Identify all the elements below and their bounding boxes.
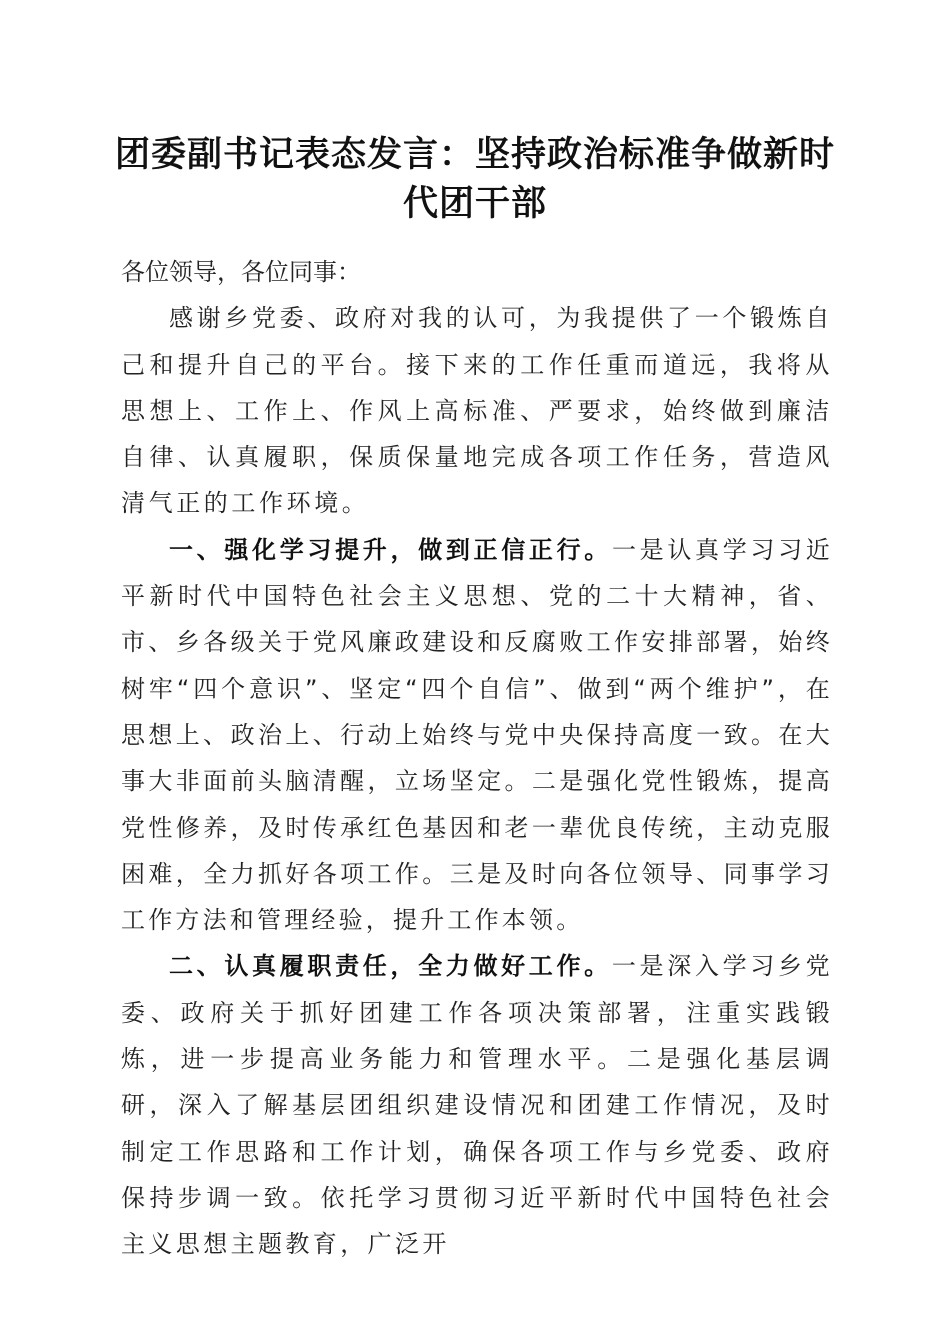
- document-body: [121, 249, 833, 1268]
- greeting: 各位领导，各位同事：: [121, 258, 361, 286]
- paragraph-text: 一是深入学习乡党委、政府关于抓好团建工作各项决策部署，注重实践锻炼，进一步提高业务能力和管理水平。二是强化基层调研，深入了解基层团组织建设情况和团建工作情况，及时制定工作思路和工作计划，确保各项工作与乡党委、政府保持步调一致。依托学习贯彻习近平新时代中国特色社会主义思想主题教育，广泛开: [121, 952, 834, 1259]
- section-heading: 二、认真履职责任，全力做好工作。: [169, 952, 612, 981]
- section-heading: 一、强化学习提升，做到正信正行。: [169, 535, 612, 564]
- paragraph-text: 一是认真学习习近平新时代中国特色社会主义思想、党的二十大精神，省、市、乡各级关于党风廉政建设和反腐败工作安排部署，始终树牢“四个意识”、坚定“四个自信”、做到“两个维护”，在思想上、政治上、行动上始终与党中央保持高度一致。在大事大非面前头脑清醒，立场坚定。二是强化党性锻炼，提高党性修养，及时传承红色基因和老一辈优良传统，主动克服困难，全力抓好各项工作。三是及时向各位领导、同事学习工作方法和管理经验，提升工作本领。: [121, 535, 833, 935]
- paragraph-section-one: [121, 527, 833, 944]
- paragraph-intro: [121, 295, 833, 526]
- document-title: 团委副书记表态发言：坚持政治标准争做新时代团干部: [114, 134, 835, 224]
- paragraph-text: 感谢乡党委、政府对我的认可，为我提供了一个锻炼自己和提升自己的平台。接下来的工作任重而道远，我将从思想上、工作上、作风上高标准、严要求，始终做到廉洁自律、认真履职，保质保量地完成各项工作任务，营造风清气正的工作环境。: [121, 304, 833, 518]
- paragraph-section-two: [121, 943, 833, 1267]
